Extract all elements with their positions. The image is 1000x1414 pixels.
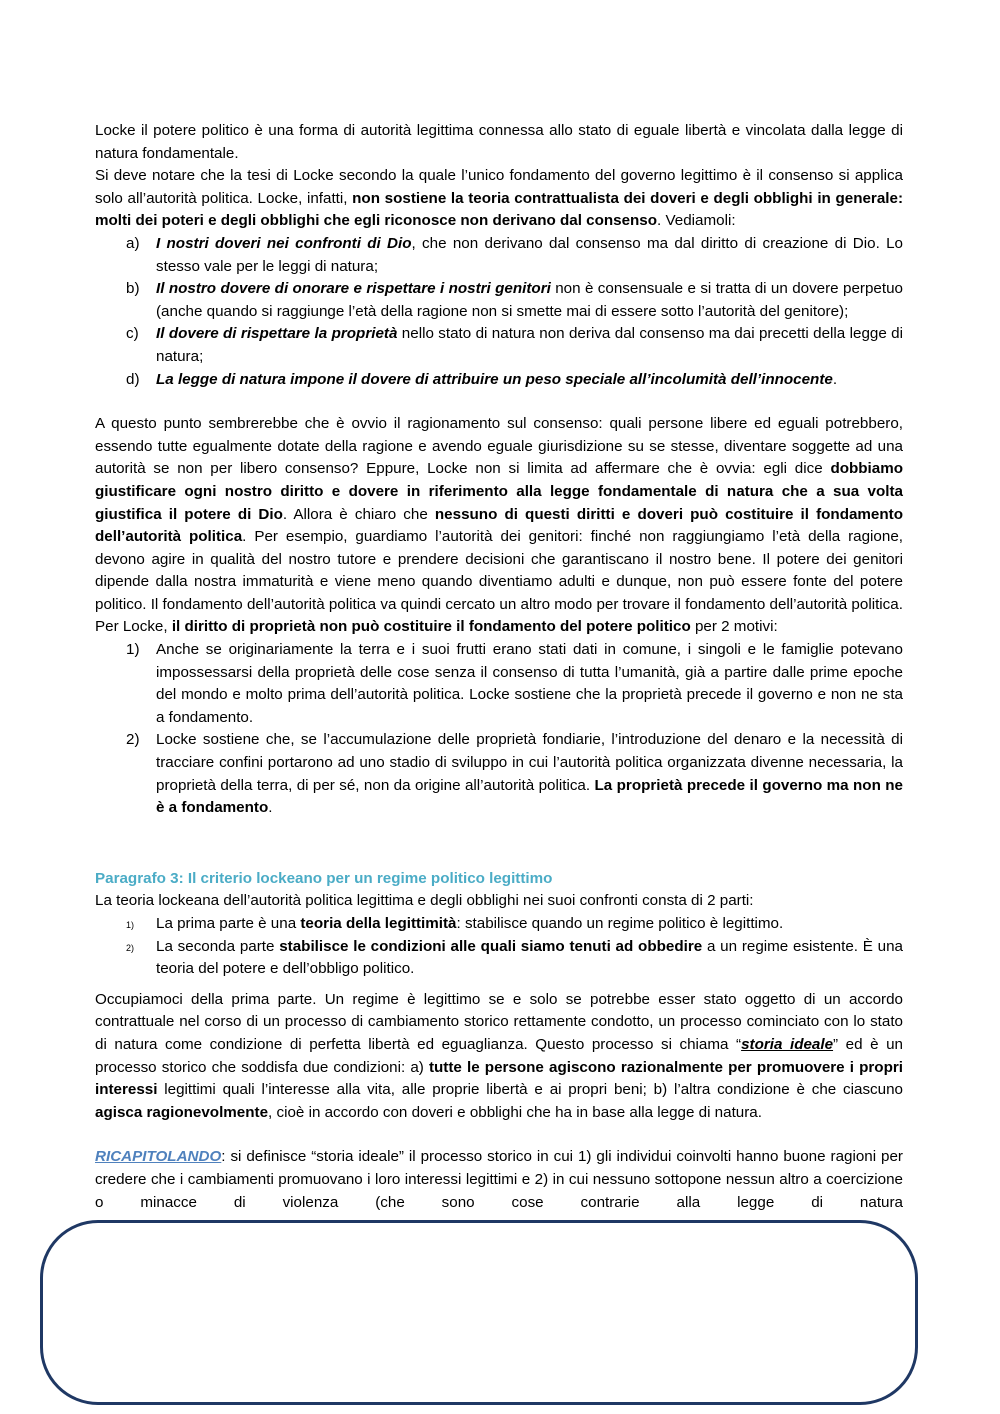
list-item: c) Il dovere di rispettare la proprietà nello stato di natura non deriva dal consenso ma dai precetti della legge di natura; xyxy=(126,325,903,365)
consent-paragraph: A questo punto sembrerebbe che è ovvio il ragionamento sul consenso: quali persone libere ed eguali potrebbero, essendo tutte egualmente dotate della ragione e avendo eguale giurisdizione su se stesse, diventare soggette ad una autorità se non per libero consenso? Eppure, Locke non si limita ad affermare che è ovvia: egli dice dobbiamo giustificare ogni nostro diritto e dovere in riferimento alla legge fondamentale di natura che a sua volta giustifica il potere di Dio. Allora è chiaro che nessuno di questi diritti e doveri può costituire il fondamento dell’autorità politica. Per esempio, guardiamo l’autorità dei genitori: finché non raggiungiamo l’età della ragione, devono agire in qualità del nostro tutore e prendere decisioni che garantiscano il nostro bene. Il potere dei genitori dipende dalla nostra immaturità e viene meno quando diventiamo adulti e dunque, non può essere fonte del potere politico. Il fondamento dell’autorità politica va quindi cercato un altro modo per trovare il fondamento dell’autorità politica. xyxy=(95,415,903,613)
list-item: 2) Locke sostiene che, se l’accumulazione delle proprietà fondiarie, l’introduzione del denaro e la necessità di tracciare confini portarono ad uno stadio di sviluppo in cui l’autorità politica organizzata divenne necessaria, la proprietà della terra, di per sé, non da origine all’autorità politica. La proprietà precede il governo ma non ne è a fondamento. xyxy=(126,731,903,817)
section-intro: La teoria lockeana dell’autorità politica legittima e degli obblighi nei suoi confronti consta di 2 parti: xyxy=(95,892,754,910)
property-reasons-list xyxy=(95,639,903,820)
list-item: 1) La prima parte è una teoria della legittimità: stabilisce quando un regime politico è legittimo. xyxy=(126,915,784,932)
list-item: d) La legge di natura impone il dovere di attribuire un peso speciale all’incolumità dell’innocente. xyxy=(126,370,838,388)
list-item: 2) La seconda parte stabilisce le condizioni alle quali siamo tenuti ad obbedire a un regime esistente. È una teoria del potere e dell’obbligo politico. xyxy=(126,937,904,978)
document-body xyxy=(95,120,903,1214)
property-paragraph: Per Locke, il diritto di proprietà non può costituire il fondamento del potere politico per 2 motivi: xyxy=(95,618,778,636)
theory-parts-list xyxy=(95,913,903,981)
section-heading: Paragrafo 3: Il criterio lockeano per un regime politico legittimo xyxy=(95,869,553,887)
list-item: a) I nostri doveri nei confronti di Dio, che non derivano dal consenso ma dal diritto di creazione di Dio. Lo stesso vale per le leggi di natura; xyxy=(126,234,903,275)
intro-paragraph-1: Locke il potere politico è una forma di autorità legittima connessa allo stato di eguale libertà e vincolata dalla legge di natura fondamentale. xyxy=(95,122,903,162)
recap-box-frame xyxy=(40,1220,918,1405)
duties-list xyxy=(95,233,903,391)
recap-paragraph: RICAPITOLANDO: si definisce “storia ideale” il processo storico in cui 1) gli individui coinvolti hanno buone ragioni per credere che i cambiamenti promuovano i loro interessi legittimi e 2) in cui nessuno sottopone nessun altro a coercizione o minacce di violenza (che sono cose contrarie alla legge di natura xyxy=(95,1148,903,1211)
recap-label: RICAPITOLANDO xyxy=(95,1148,222,1166)
ideal-history-paragraph: Occupiamoci della prima parte. Un regime è legittimo se e solo se potrebbe esser stato oggetto di un accordo contrattuale nel corso di un processo di cambiamento storico rettamente condotto, un processo cominciato con lo stato di natura come condizione di perfetta libertà ed eguaglianza. Questo processo si chiama “storia ideale” ed è un processo storico che soddisfa due condizioni: a) tutte le persone agiscono razionalmente per promuovere i propri interessi legittimi quali l’interesse alla vita, alle proprie libertà e ai propri beni; b) l’altra condizione è che ciascuno agisca ragionevolmente, cioè in accordo con doveri e obblighi che ha in base alla legge di natura. xyxy=(95,990,903,1121)
list-item: 1) Anche se originariamente la terra e i suoi frutti erano stati dati in comune, i singoli e le famiglie potevano impossessarsi della proprietà delle cose senza il consenso di tutta l’umanità, già a partire dalle prime epoche del mondo e molto prima dell’autorità politica. Locke sostiene che la proprietà precede il governo e non ne sta a fondamento. xyxy=(126,641,903,726)
intro-paragraph-2: Si deve notare che la tesi di Locke secondo la quale l’unico fondamento del governo legittimo è il consenso si applica solo all’autorità politica. Locke, infatti, non sostiene la teoria contrattualista dei doveri e degli obblighi in generale: molti dei poteri e degli obblighi che egli riconosce non derivano dal consenso. Vediamoli: xyxy=(95,167,903,230)
list-item: b) Il nostro dovere di onorare e rispettare i nostri genitori non è consensuale e si tratta di un dovere perpetuo (anche quando si raggiunge l’età della ragione non si smette mai di essere sotto l’autorità del genitore); xyxy=(126,280,903,320)
